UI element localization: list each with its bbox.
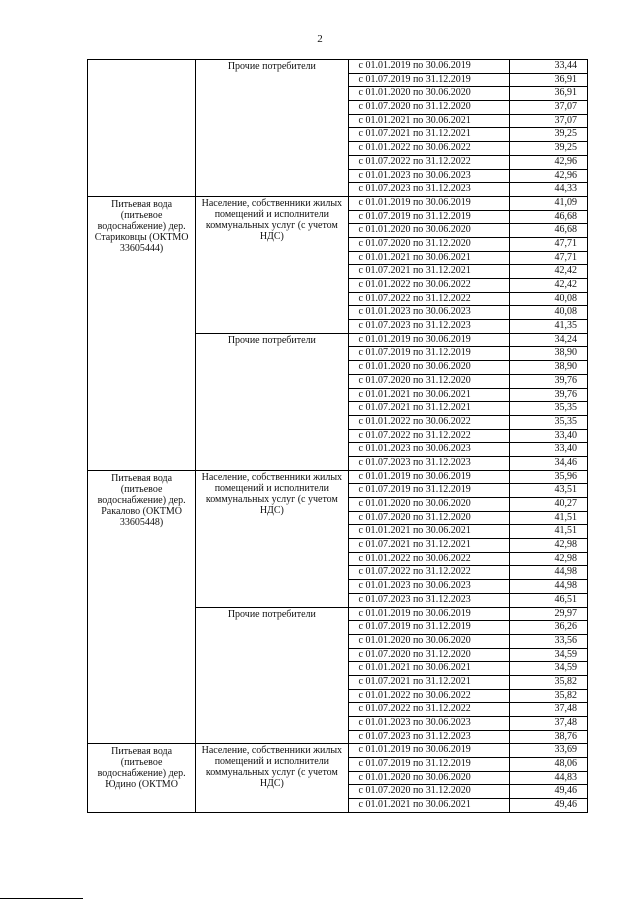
period-cell: с 01.07.2019 по 31.12.2019 (348, 484, 509, 498)
tariff-value-cell: 39,76 (509, 388, 587, 402)
tariff-value-cell: 37,07 (509, 101, 587, 115)
tariff-value-cell: 44,98 (509, 566, 587, 580)
period-cell: с 01.07.2021 по 31.12.2021 (348, 675, 509, 689)
page-number: 2 (317, 33, 323, 45)
resource-cell: Питьевая вода (питьевое водоснабжение) дер. Стариковцы (ОКТМО 33605444) (88, 196, 196, 470)
tariff-value-cell: 35,96 (509, 470, 587, 484)
tariff-value-cell: 40,08 (509, 292, 587, 306)
consumer-cell: Прочие потребители (196, 60, 348, 197)
consumer-cell: Население, собственники жилых помещений и исполнители коммунальных услуг (с учетом НДС) (196, 744, 348, 812)
period-cell: с 01.01.2020 по 30.06.2020 (348, 87, 509, 101)
period-cell: с 01.07.2021 по 31.12.2021 (348, 539, 509, 553)
tariff-value-cell: 34,59 (509, 662, 587, 676)
tariff-value-cell: 49,46 (509, 785, 587, 799)
consumer-cell: Прочие потребители (196, 333, 348, 470)
tariff-value-cell: 39,25 (509, 128, 587, 142)
period-cell: с 01.07.2023 по 31.12.2023 (348, 593, 509, 607)
tariff-value-cell: 42,98 (509, 539, 587, 553)
tariff-value-cell: 44,83 (509, 771, 587, 785)
tariff-value-cell: 38,90 (509, 347, 587, 361)
consumer-cell: Прочие потребители (196, 607, 348, 744)
tariff-value-cell: 34,24 (509, 333, 587, 347)
tariff-value-cell: 33,40 (509, 429, 587, 443)
period-cell: с 01.01.2020 по 30.06.2020 (348, 498, 509, 512)
tariff-value-cell: 36,26 (509, 621, 587, 635)
tariff-value-cell: 35,35 (509, 415, 587, 429)
tariff-value-cell: 47,71 (509, 237, 587, 251)
period-cell: с 01.01.2019 по 30.06.2019 (348, 196, 509, 210)
tariff-value-cell: 46,68 (509, 224, 587, 238)
period-cell: с 01.07.2021 по 31.12.2021 (348, 128, 509, 142)
period-cell: с 01.07.2022 по 31.12.2022 (348, 155, 509, 169)
period-cell: с 01.01.2020 по 30.06.2020 (348, 634, 509, 648)
tariff-value-cell: 49,46 (509, 799, 587, 813)
tariff-value-cell: 48,06 (509, 758, 587, 772)
period-cell: с 01.07.2020 по 31.12.2020 (348, 785, 509, 799)
period-cell: с 01.01.2022 по 30.06.2022 (348, 689, 509, 703)
tariff-value-cell: 40,08 (509, 306, 587, 320)
tariff-value-cell: 37,07 (509, 114, 587, 128)
tariff-value-cell: 37,48 (509, 703, 587, 717)
tariff-value-cell: 42,96 (509, 155, 587, 169)
tariff-value-cell: 41,51 (509, 511, 587, 525)
tariff-value-cell: 35,35 (509, 402, 587, 416)
tariff-value-cell: 41,35 (509, 320, 587, 334)
tariff-value-cell: 38,90 (509, 361, 587, 375)
tariff-value-cell: 42,98 (509, 552, 587, 566)
consumer-cell: Население, собственники жилых помещений и исполнители коммунальных услуг (с учетом НДС) (196, 196, 348, 333)
resource-cell: Питьевая вода (питьевое водоснабжение) дер. Юдино (ОКТМО (88, 744, 196, 812)
tariff-value-cell: 44,98 (509, 580, 587, 594)
period-cell: с 01.07.2020 по 31.12.2020 (348, 374, 509, 388)
tariff-value-cell: 33,40 (509, 443, 587, 457)
period-cell: с 01.01.2019 по 30.06.2019 (348, 333, 509, 347)
period-cell: с 01.07.2020 по 31.12.2020 (348, 511, 509, 525)
period-cell: с 01.07.2019 по 31.12.2019 (348, 347, 509, 361)
tariff-value-cell: 35,82 (509, 675, 587, 689)
tariff-value-cell: 39,25 (509, 142, 587, 156)
period-cell: с 01.01.2021 по 30.06.2021 (348, 662, 509, 676)
tariff-value-cell: 44,33 (509, 183, 587, 197)
tariff-value-cell: 33,44 (509, 60, 587, 74)
tariff-value-cell: 46,68 (509, 210, 587, 224)
period-cell: с 01.07.2021 по 31.12.2021 (348, 402, 509, 416)
period-cell: с 01.01.2022 по 30.06.2022 (348, 279, 509, 293)
tariff-value-cell: 42,42 (509, 265, 587, 279)
table-row (88, 470, 588, 484)
tariff-value-cell: 42,42 (509, 279, 587, 293)
tariff-value-cell: 37,48 (509, 717, 587, 731)
period-cell: с 01.01.2021 по 30.06.2021 (348, 251, 509, 265)
period-cell: с 01.01.2020 по 30.06.2020 (348, 771, 509, 785)
period-cell: с 01.01.2023 по 30.06.2023 (348, 169, 509, 183)
tariff-table (87, 59, 588, 813)
period-cell: с 01.01.2020 по 30.06.2020 (348, 361, 509, 375)
period-cell: с 01.07.2020 по 31.12.2020 (348, 648, 509, 662)
resource-cell: Питьевая вода (питьевое водоснабжение) дер. Ракалово (ОКТМО 33605448) (88, 470, 196, 744)
period-cell: с 01.01.2019 по 30.06.2019 (348, 744, 509, 758)
period-cell: с 01.07.2022 по 31.12.2022 (348, 292, 509, 306)
table-row (88, 196, 588, 210)
tariff-value-cell: 33,56 (509, 634, 587, 648)
period-cell: с 01.01.2019 по 30.06.2019 (348, 60, 509, 74)
period-cell: с 01.01.2023 по 30.06.2023 (348, 717, 509, 731)
period-cell: с 01.01.2019 по 30.06.2019 (348, 607, 509, 621)
period-cell: с 01.01.2022 по 30.06.2022 (348, 142, 509, 156)
period-cell: с 01.01.2021 по 30.06.2021 (348, 525, 509, 539)
footer-rule (0, 898, 83, 899)
tariff-value-cell: 34,59 (509, 648, 587, 662)
period-cell: с 01.07.2023 по 31.12.2023 (348, 730, 509, 744)
consumer-cell: Население, собственники жилых помещений и исполнители коммунальных услуг (с учетом НДС) (196, 470, 348, 607)
period-cell: с 01.07.2019 по 31.12.2019 (348, 210, 509, 224)
period-cell: с 01.07.2019 по 31.12.2019 (348, 621, 509, 635)
period-cell: с 01.01.2021 по 30.06.2021 (348, 114, 509, 128)
tariff-value-cell: 46,51 (509, 593, 587, 607)
period-cell: с 01.01.2021 по 30.06.2021 (348, 799, 509, 813)
period-cell: с 01.01.2021 по 30.06.2021 (348, 388, 509, 402)
tariff-value-cell: 39,76 (509, 374, 587, 388)
period-cell: с 01.07.2023 по 31.12.2023 (348, 456, 509, 470)
tariff-value-cell: 41,09 (509, 196, 587, 210)
tariff-value-cell: 29,97 (509, 607, 587, 621)
tariff-value-cell: 43,51 (509, 484, 587, 498)
tariff-value-cell: 42,96 (509, 169, 587, 183)
period-cell: с 01.07.2022 по 31.12.2022 (348, 429, 509, 443)
tariff-value-cell: 38,76 (509, 730, 587, 744)
tariff-value-cell: 40,27 (509, 498, 587, 512)
tariff-value-cell: 34,46 (509, 456, 587, 470)
period-cell: с 01.07.2021 по 31.12.2021 (348, 265, 509, 279)
period-cell: с 01.01.2022 по 30.06.2022 (348, 552, 509, 566)
period-cell: с 01.01.2023 по 30.06.2023 (348, 306, 509, 320)
period-cell: с 01.07.2020 по 31.12.2020 (348, 237, 509, 251)
period-cell: с 01.01.2022 по 30.06.2022 (348, 415, 509, 429)
resource-cell (88, 60, 196, 197)
period-cell: с 01.01.2020 по 30.06.2020 (348, 224, 509, 238)
period-cell: с 01.01.2023 по 30.06.2023 (348, 580, 509, 594)
tariff-value-cell: 36,91 (509, 87, 587, 101)
period-cell: с 01.07.2023 по 31.12.2023 (348, 320, 509, 334)
tariff-value-cell: 33,69 (509, 744, 587, 758)
period-cell: с 01.07.2019 по 31.12.2019 (348, 758, 509, 772)
tariff-value-cell: 41,51 (509, 525, 587, 539)
period-cell: с 01.01.2019 по 30.06.2019 (348, 470, 509, 484)
table-row (88, 60, 588, 74)
period-cell: с 01.07.2020 по 31.12.2020 (348, 101, 509, 115)
table-row (88, 744, 588, 758)
tariff-value-cell: 36,91 (509, 73, 587, 87)
period-cell: с 01.07.2022 по 31.12.2022 (348, 703, 509, 717)
period-cell: с 01.07.2022 по 31.12.2022 (348, 566, 509, 580)
period-cell: с 01.01.2023 по 30.06.2023 (348, 443, 509, 457)
period-cell: с 01.07.2019 по 31.12.2019 (348, 73, 509, 87)
tariff-value-cell: 35,82 (509, 689, 587, 703)
tariff-value-cell: 47,71 (509, 251, 587, 265)
period-cell: с 01.07.2023 по 31.12.2023 (348, 183, 509, 197)
